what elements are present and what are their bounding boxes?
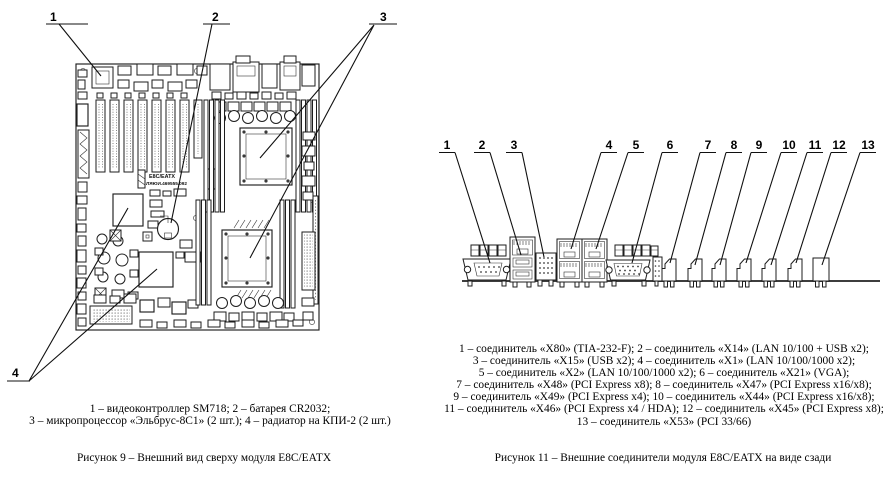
rear-connectors-top-view bbox=[210, 56, 315, 92]
callout-r1-number: 1 bbox=[443, 138, 451, 152]
figure9-caption: Рисунок 9 – Внешний вид сверху модуля Е8С/ЕАТХ bbox=[76, 452, 332, 464]
figure11-legend-line-4: 7 – соединитель «Х48» (PCI Express x8); 8 – соединитель «Х47» (PCI Express x16/x8); bbox=[456, 379, 872, 392]
callout-r7 bbox=[670, 138, 716, 263]
callout-4-number: 4 bbox=[12, 366, 19, 380]
callout-r3-number: 3 bbox=[510, 138, 518, 152]
figure11-drawing bbox=[439, 138, 880, 287]
callout-r11-number: 11 bbox=[808, 138, 822, 152]
callout-r10-number: 10 bbox=[782, 138, 796, 152]
callout-r9 bbox=[720, 138, 767, 265]
callout-r10 bbox=[746, 138, 797, 263]
callout-r4-number: 4 bbox=[605, 138, 613, 152]
pcie-bracket-9 bbox=[712, 259, 726, 287]
silkscreen-code: ЛЯЮИ.469555.092 bbox=[146, 181, 187, 186]
callout-r6-number: 6 bbox=[666, 138, 674, 152]
callout-r12-number: 12 bbox=[832, 138, 846, 152]
connector-x1-lan bbox=[557, 239, 582, 287]
cpu-socket-1 bbox=[240, 128, 292, 185]
pci-bracket-13 bbox=[813, 258, 829, 287]
callout-r5-number: 5 bbox=[632, 138, 640, 152]
pcie-bracket-7 bbox=[662, 259, 676, 287]
figure9-legend-line-2: 3 – микропроцессор «Эльбрус-8С1» (2 шт.); 4 – радиатор на КПИ-2 (2 шт.) bbox=[29, 415, 391, 428]
connector-x14-lan-usb bbox=[510, 237, 535, 287]
videocontroller-chip bbox=[92, 67, 113, 88]
pcie-bracket-10 bbox=[737, 259, 751, 287]
callout-r12 bbox=[796, 138, 847, 263]
callout-r13-number: 13 bbox=[861, 138, 875, 152]
figure11-caption: Рисунок 11 – Внешние соединители модуля Е8С/ЕАТХ на виде сзади bbox=[494, 452, 832, 464]
callout-r8-number: 8 bbox=[730, 138, 738, 152]
callout-r2-number: 2 bbox=[478, 138, 486, 152]
callout-1 bbox=[46, 10, 101, 76]
figure11-legend-line-5: 9 – соединитель «Х49» (PCI Express x4); 10 – соединитель «Х44» (PCI Express x16/x8); bbox=[453, 391, 875, 404]
connector-x21-vga bbox=[606, 245, 658, 286]
callout-1-number: 1 bbox=[50, 10, 57, 24]
callout-r4 bbox=[571, 138, 617, 249]
callout-r9-number: 9 bbox=[755, 138, 763, 152]
connector-x2-lan bbox=[582, 239, 607, 287]
figure9-legend-line-1: 1 – видеоконтроллер SM718; 2 – батарея CR2032; bbox=[89, 403, 331, 415]
figure11-legend-line-1: 1 – соединитель «Х80» (TIA-232-F); 2 – соединитель «Х14» (LAN 10/100 + USB x2); bbox=[459, 343, 869, 355]
callout-r5 bbox=[596, 138, 644, 249]
figure11-legend-line-2: 3 – соединитель «Х15» (USB x2); 4 – соединитель «Х1» (LAN 10/100/1000 x2); bbox=[472, 355, 856, 368]
radiator-kpi2-1 bbox=[113, 194, 143, 226]
battery-cr2032 bbox=[158, 219, 179, 240]
callout-r6 bbox=[632, 138, 678, 263]
pcie-bracket-11 bbox=[762, 259, 776, 287]
figure11-legend-line-7: 13 – соединитель «Х53» (PCI 33/66) bbox=[576, 415, 752, 428]
figure9-legend bbox=[8, 403, 412, 427]
silkscreen-title: E8C/EATX bbox=[149, 174, 175, 180]
figure11-legend-line-3: 5 – соединитель «Х2» (LAN 10/100/1000 x2); 6 – соединитель «Х21» (VGA); bbox=[478, 367, 850, 380]
figure11-legend-line-6: 11 – соединитель «Х46» (PCI Express x4 / HDA); 12 – соединитель «Х45» (PCI Express x8); bbox=[444, 403, 884, 416]
callout-r8 bbox=[695, 138, 742, 265]
callout-3-number: 3 bbox=[380, 10, 387, 24]
callout-2-number: 2 bbox=[212, 10, 219, 24]
figure11-legend bbox=[436, 343, 892, 428]
callout-r7-number: 7 bbox=[704, 138, 712, 152]
figure9-drawing bbox=[7, 10, 397, 381]
callout-r1 bbox=[439, 138, 490, 263]
pcie-bracket-12 bbox=[788, 259, 802, 287]
connector-x80-db9 bbox=[463, 245, 511, 286]
